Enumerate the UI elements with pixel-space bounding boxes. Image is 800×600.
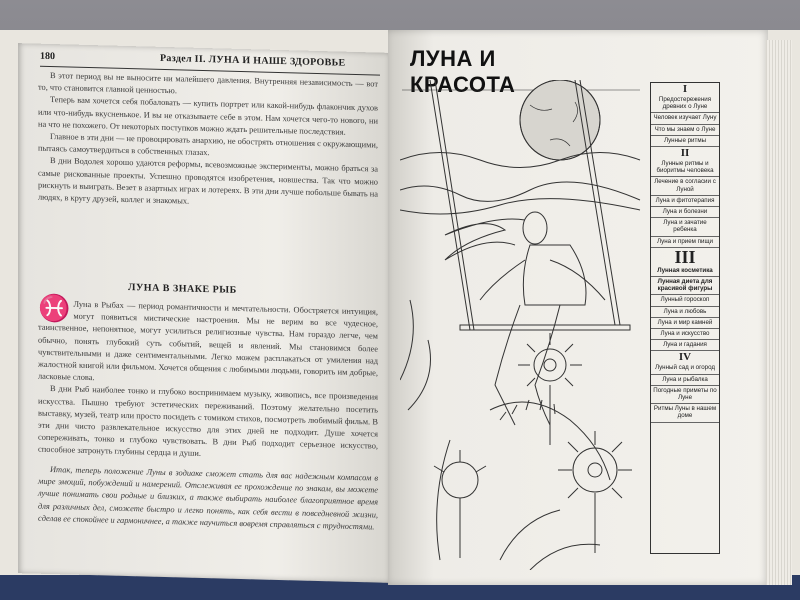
paragraph: В дни Водолея хорошо удаются реформы, всевозможные эксперименты, можно браться за самые рискованные проекты. Успешно проводятся изобретения, новшества. Так что можно рискнуть и выиграть. Везет в азартных играх и лотереях. В эти дни лучше побольше бывать на людях, в кругу друзей, коллег и знакомых. bbox=[38, 156, 378, 206]
pisces-symbol: ♓ bbox=[38, 293, 71, 324]
paragraph: Луна в Рыбах — период романтичности и мечтательности. Обостряется интуиция, могут появиться мистические настроения. Мы не верим во все чудесное, таинственное, непонятное, могут усилиться религиозные чувства. Нам гораздо легче, чем обычно, понять глубокий суть событий, вещей и явлений. Мы становимся более чувствительными и даже сентиментальными. Легко можем расплакаться от умиления над жалостной книгой или фильмом. Хочется общения с любимыми людьми, говорить им добрые, ласковые слова. bbox=[38, 299, 378, 383]
toc-item: Луна и фитотерапия bbox=[651, 196, 719, 207]
toc-item: Лунные ритмы bbox=[651, 136, 719, 147]
page-edges bbox=[766, 40, 792, 585]
body-text-fish bbox=[38, 293, 378, 466]
toc-item: Луна и прием пищи bbox=[651, 237, 719, 248]
section-title: ЛУНА В ЗНАКЕ РЫБ bbox=[128, 282, 237, 296]
paragraph: Теперь вам хочется себя побаловать — купить портрет или какой-нибудь флакончик духов или что-нибудь вкусненькое. И вы не отказываете себе в этом. Нам хочется чего-то нового, ни на что не похожего. От некоторых поступков можно ждать решительные последствия. bbox=[38, 95, 378, 137]
paragraph: В дни Рыб наиболее тонко и глубоко воспринимаем музыку, живопись, все произведения искусства. Пышно требуют эстетических переживаний. Поэтому желательно посетить выставку, музей, театр или просто посидеть с томиком стихов, посмотреть любимый фильм. В эти дни чисто развлекательное искусство для этих дней не подходит. Душе хочется сопереживать, тонко и глубоко чувствовать. В дни Рыб подходит серьезное искусство, способное затронуть глубины сердца и души. bbox=[38, 384, 378, 459]
toc-item: Погодные приметы по Луне bbox=[651, 386, 719, 404]
swing-girl-illustration bbox=[400, 80, 642, 570]
toc-part-number: III bbox=[674, 246, 696, 267]
chapter-title: ЛУНА И КРАСОТА bbox=[410, 46, 516, 97]
toc-part-number: I bbox=[682, 83, 688, 95]
toc-item: Человек изучает Луну bbox=[651, 113, 719, 124]
toc-part-number: II bbox=[680, 147, 690, 160]
toc-item: Лунная диета для красивой фигуры bbox=[651, 277, 719, 295]
closing-italic-text bbox=[38, 464, 378, 534]
page-number: 180 bbox=[40, 50, 55, 63]
toc-item: Предостережения древних о Луне bbox=[651, 95, 719, 113]
toc-part-number: IV bbox=[678, 351, 692, 364]
paragraph: Итак, теперь положение Луны в зодиаке сможет стать для вас надежным компасом в мире эмоций, побуждений и намерений. Отслеживая ее прохождение по знакам, вы можете лучше понимать свои родные и близких, а также выбирать наиболее благоприятное время для различных дел, сможете быстро и легко понять, как себя вести в повседневной жизни, сделав ее спокойнее и гармоничнее, а также научиться вовремя справляться с трудностями. bbox=[38, 464, 378, 532]
toc-item: Луна и мир камней bbox=[651, 318, 719, 329]
toc-item: Лунный гороскоп bbox=[651, 295, 719, 306]
toc-item: Луна и зачатие ребенка bbox=[651, 218, 719, 236]
toc-item: Луна и любовь bbox=[651, 307, 719, 318]
body-text-top bbox=[38, 70, 378, 213]
toc-item: Лунный сад и огород bbox=[651, 363, 719, 374]
toc-item: Что мы знаем о Луне bbox=[651, 125, 719, 136]
toc-item: Лунные ритмы и биоритмы человека bbox=[651, 159, 719, 177]
toc-item: Луна и гадания bbox=[651, 340, 719, 351]
left-page bbox=[18, 43, 388, 583]
toc-item: Ритмы Луны в нашем доме bbox=[651, 404, 719, 422]
paragraph: В этот период вы не выносите ни малейшего давления. Внутренняя независимость — вот то, что становится главной ценностью. bbox=[38, 70, 378, 96]
table-of-contents bbox=[650, 82, 720, 554]
toc-item-current: Лунная косметика bbox=[651, 266, 719, 277]
toc-item: Луна и рыбалка bbox=[651, 375, 719, 386]
toc-item: Луна и болезни bbox=[651, 207, 719, 218]
running-head: Раздел II. ЛУНА И НАШЕ ЗДОРОВЬЕ bbox=[160, 52, 346, 69]
toc-item: Луна и искусство bbox=[651, 329, 719, 340]
toc-item: Лечение в согласии с Луной bbox=[651, 177, 719, 195]
paragraph: Главное в эти дни — не провоцировать анархию, не обострять отношения с окружающими, пытаясь самоутвердиться в собственных глазах. bbox=[38, 132, 378, 158]
